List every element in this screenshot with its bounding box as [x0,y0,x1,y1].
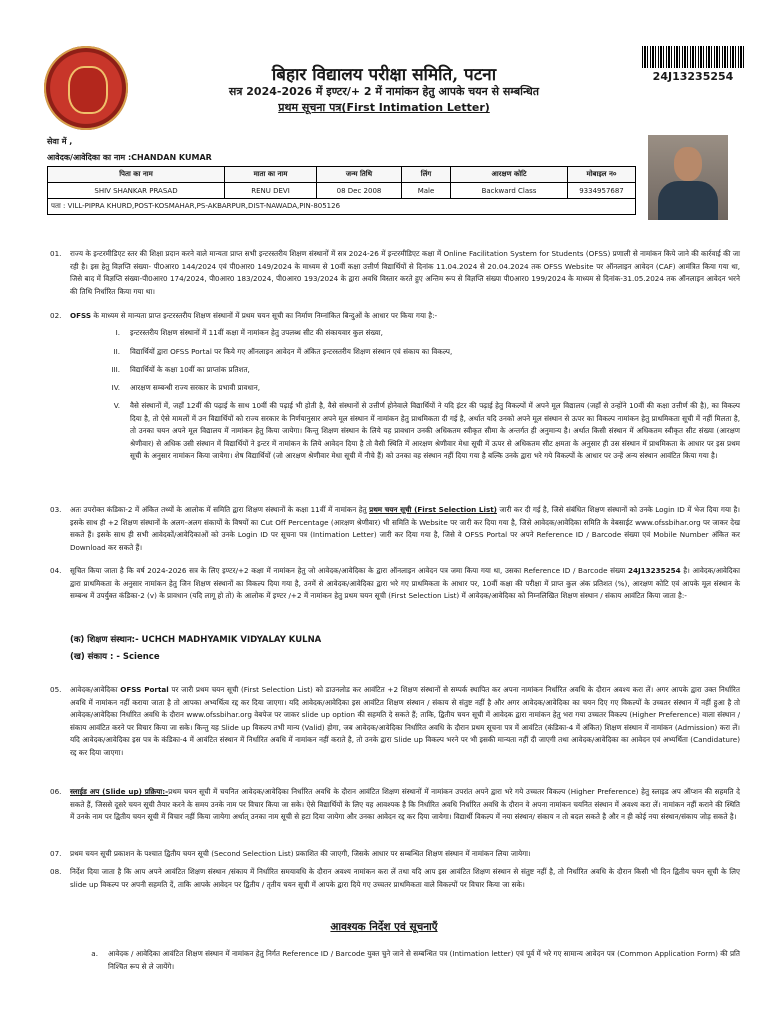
paragraph-03: 03. अतः उपरोक्त कंडिका-2 में अंकित तथ्यों के आलोक में समिति द्वारा शिक्षण संस्थानों के कक्षा 11वीं में नामांकन हेतु प्रथम चयन सूची (First Selection List) जारी कर दी गई है, जिसे संबंधित शिक्षण संस्थानों को उनके Login ID में भेज दिया गया है। इसके साथ ही +2 शिक्षण संस्थानों के अलग-अलग संकायों के विषयों का Cut Off Percentage (आरक्षण श्रेणीवार) भी समिति के Website पर जारी कर दिया गया है, जिसे आवेदक/आवेदिका समिति के वेबसाईट www.ofssbihar.org पर जाकर देख सकते हैं। इसके साथ ही सभी आवेदकों/आवेदिकाओं को उनके Login ID पर सूचना पत्र (Intimation Letter) जारी कर दिया गया है, जिसे वे OFSS Portal पर अपने Reference ID / Barcode संख्या एवं Mobile Number अंकित कर Download कर सकते हैं। [50,505,740,552]
allotted-faculty: (ख) संकाय : - Science [70,652,160,662]
mobile-number: 9334957687 [568,183,636,199]
applicant-photo [648,135,728,220]
instruction-a: a. आवेदक / आवेदिका आवंटित शिक्षण संस्थान में नामांकन हेतु निर्गत Reference ID / Barcode युक्त चुने जाने से सम्बन्धित पत्र (Intimation letter) एवं पूर्व में भरे गए सामान्य आवेदन पत्र (Common Application Form) की प्रति निश्चित रूप से ले जायेंगे। [91,949,740,971]
father-name: SHIV SHANKAR PRASAD [48,183,225,199]
paragraph-06: 06. स्लाईड अप (Slide up) प्रक्रिया:-प्रथम चयन सूची में चयनित आवेदक/आवेदिका निर्धारित अवधि के दौरान आवंटित शिक्षण संस्थानों में नामांकन उपरांत अपने द्वारा भरे गये उच्चतर विकल्प (Higher Preference) हेतु स्लाइड अप ऑप्शन की सहमति दे सकते हैं, जिससे दूसरे चयन सूची तैयार करने के समय उनके नाम पर विचार किया जा सके। ऐसे विद्यार्थियों के लिए यह आवश्यक है कि निर्धारित अवधि निर्धारित अवधि के दौरान वे अपना नामांकन चयनित संस्थान में अवश्य करा लें। नामांकन नहीं कराने की स्थिति में उनके नाम पर द्वितीय चयन सूची में विचार नहीं किया जायेगा अर्थात् उनका नाम सूची से हटा दिया जायेगा और उनका आवेदन रद्द कर दिया जायेगा। विद्यार्थी विकल्प में नया संस्थान/ संकाय न तो बदल सकते है और न ही कोई नया संस्थान/संकाय जोड़ सकते है। [50,787,740,821]
applicant-name: आवेदक/आवेदिका का नाम :CHANDAN KUMAR [47,153,212,162]
letter-title: प्रथम सूचना पत्र(First Intimation Letter) [278,101,490,114]
paragraph-05: 05. आवेदक/आवेदिका OFSS Portal पर जारी प्रथम चयन सूची (First Selection List) को डाउनलोड कर आवंटित +2 शिक्षण संस्थानों से सम्पर्क स्थापित कर अपना नामांकन निर्धारित अवधि के दौरान अवश्य करा लें। अगर आपके द्वारा उक्त निर्धारित अवधि में नामांकन नहीं कराया जाता है तो आपका अभ्यर्थित्व रद्द कर दिया जाएगा। यदि आवेदक/आवेदिका इस आवंटित शिक्षण संस्थान / संकाय से संतुष्ट नहीं है और अगर आवेदक/आवेदिका का चयन दिए गए विकल्पों के उच्चतर संस्थान में नहीं हुआ है तो आवेदक/आवेदिका निर्धारित अवधि के दौरान www.ofssbihar.org वेबपेज पर जाकर slide up option की सहमति दे सकते हैं; ताकि, द्वितीय चयन सूची में आवेदक द्वारा नामांकन हेतु भरा गया उच्चतर विकल्प (Higher Preference) वाला संस्थान /संकाय आवंटित करने पर विचार किया जा सके। किन्तु यह Slide up विकल्प तभी मान्य (Valid) होगा, जब आवेदक/आवेदिका निर्धारित अवधि के दौरान प्रथम सूचना पत्र में आवंटित (कंडिका-4 में अंकित) शिक्षण संस्थान में नामांकन (Admission) करा लें। यदि आवेदक/आवेदिका इस पत्र के कंडिका-4 में आवंटित संस्थान में निर्धारित अवधि में नामांकन नहीं कराते है, तो उनके द्वारा Slide up विकल्प भरने पर भी इसकी मान्यता नहीं दी जाएगी तथा आवेदक/आवेदिका का आवेदन एवं अभ्यर्थिता (Candidature) रद्द कर दिया जाएगा। [50,685,740,757]
instructions-heading: आवश्यक निर्देश एवं सूचनाएँ [330,921,438,933]
barcode-number: 24J13235254 [652,70,734,83]
paragraph-07: 07. प्रथम चयन सूची प्रकाशन के पश्चात द्वितीय चयन सूची (Second Selection List) प्रकाशित की जाएगी, जिसके आधार पर सम्बन्धित शिक्षण संस्थान में नामांकन लिया जायेगा। [50,849,531,858]
address: पता : VILL-PIPRA KHURD,POST-KOSMAHAR,PS-AKBARPUR,DIST-NAWADA,PIN-805126 [48,199,636,215]
list-item: I. इन्टरस्तरीय शिक्षण संस्थानों में 11वीं कक्षा में नामांकन हेतु उपलब्ध सीट की संकायवार कुल संख्या, [115,328,383,337]
barcode-image [642,46,744,68]
header-mobile: मोबाइल न० [568,167,636,183]
list-item: IV. आरक्षण सम्बन्धी राज्य सरकार के प्रभावी प्रावधान, [111,383,261,392]
paragraph-04: 04. सूचित किया जाता है कि वर्ष 2024-2026 सत्र के लिए इण्टर/+2 कक्षा में नामांकन हेतु जो आवेदक/आवेदिका के द्वारा ऑनलाइन आवेदन पत्र जमा किया गया था, उसका Reference ID / Barcode संख्या 24J13235254 है। आवेदक/आवेदिका द्वारा प्राथमिकता के अनुसार नामांकन हेतु जिन शिक्षण संस्थानों का विकल्प दिया गया है, उनमें से आवेदक/आवेदिका द्वारा भरे गए प्राथमिकता के आधार पर, 10वीं कक्षा की परीक्षा में प्राप्त कुल अंक प्रतिशत (%), आरक्षण कोटि एवं आपके मूल संस्थान के सम्बन्ध में उपर्युक्त कंडिका-2 (v) के प्रावधान (यदि लागू हो तो) के आलोक में इण्टर /+2 में नामांकन हेतु प्रथम चयन सूची (First Selection List) में आवेदक/आवेदिका को निम्नलिखित शिक्षण संस्थान / संकाय आवंटित किया जाता है:- [50,566,740,600]
paragraph-02: 02. OFSS के माध्यम से मान्यता प्राप्त इन्टरस्तरीय शिक्षण संस्थानों में प्रथम चयन सूची का निर्माण निम्नांकित बिन्दुओं के आधार पर किया गया है:- [50,311,438,320]
reservation-category: Backward Class [451,183,568,199]
session-subtitle: सत्र 2024-2026 में इण्टर/+ 2 में नामांकन हेतु आपके चयन से सम्बन्धित [228,85,540,98]
applicant-details-table [47,166,636,215]
date-of-birth: 08 Dec 2008 [317,183,402,199]
header-gender: लिंग [402,167,451,183]
paragraph-01: 01. राज्य के इन्टरमीडिएट स्तर की शिक्षा प्रदान करने वाले मान्यता प्राप्त सभी इन्टरस्तरीय शिक्षण संस्थानों में सत्र 2024-26 में इन्टरमीडिएट कक्षा में Online Facilitation System for Students (OFSS) प्रणाली से नामांकन किये जाने की कार्रवाई की जा रही है। इस हेतु विज्ञप्ति संख्या- पी0आर0 144/2024 एवं पी0आर0 149/2024 के माध्यम से 10वीं कक्षा उत्तीर्ण विद्यार्थियों से दिनांक 11.04.2024 से 20.04.2024 तक OFSS Website पर ऑनलाइन आवेदन (CAF) आमंत्रित किया गया था, जिसे बाद में विज्ञप्ति संख्या-पी0आर0 174/2024, पी0आर0 183/2024, पी0आर0 193/2024 के द्वारा अवधि विस्तार करते हुए अन्तिम रूप से विज्ञप्ति संख्या पी0आर0 199/2024 के माध्यम से दिनांक-31.05.2024 तक ऑनलाइन आवेदन भरने की तिथि निर्धारित किया गया था। [50,249,740,296]
salutation: सेवा में , [47,137,73,146]
allotted-institution: (क) शिक्षण संस्थान:- UCHCH MADHYAMIK VIDYALAY KULNA [70,635,322,645]
header-mother-name: माता का नाम [225,167,317,183]
header-father-name: पिता का नाम [48,167,225,183]
list-item: II. विद्यार्थियों द्वारा OFSS Portal पर किये गए ऑनलाइन आवेदन में अंकित इन्टरस्तरीय शिक्षण संस्थान एवं संकाय का विकल्प, [113,347,453,356]
header-dob: जन्म तिथि [317,167,402,183]
header-category: आरक्षण कोटि [451,167,568,183]
paragraph-08: 08. निर्देश दिया जाता है कि आप अपने आवंटित शिक्षण संस्थान /संकाय में निर्धारित समयावधि के दौरान अवश्य नामांकन करा लें तथा यदि आप इस आवंटित शिक्षण संस्थान से संतुष्ट नहीं है, तो निर्धारित अवधि के दौरान किसी भी दिन द्वितीय चयन सूची के लिए slide up विकल्प पर अपनी सहमति दें, ताकि आपके आवेदन पर द्वितीय / तृतीय चयन सूची में आपके द्वारा दिये गए उच्चतर प्राथमिकता वाले विकल्पों पर विचार किया जा सके। [50,867,740,889]
list-item: III. विद्यार्थियों के कक्षा 10वीं का प्राप्तांक प्रतिशत, [111,365,250,374]
list-item: V. वैसे संस्थानों में, जहाँ 12वीं की पढ़ाई के साथ 10वीं की पढ़ाई भी होती है, वैसे संस्थानों से उत्तीर्ण होनेवाले विद्यार्थियों ने यदि इंटर की पढ़ाई हेतु विकल्पों में अपने मूल विद्यालय (जहाँ से उन्होंने 10वीं की कक्षा उत्तीर्ण की है), का विकल्प दिया है, तो ऐसे मामलों में उन विद्यार्थियों को राज्य सरकार के निर्णयानुसार अपने मूल संस्थान में नामांकन हेतु प्राथमिकता दी गई है, अर्थात यदि उनको अपने मूल संस्थान से ऊपर का विकल्प नामांकन हेतु प्राथमिकता सूची में नहीं मिलता है, तो उनका चयन अपने मूल विद्यालय में नामांकन हेतु किया जायेगा। किन्तु शिक्षण संस्थान के लिये यह प्रावधान उनकी अधिकतम स्वीकृत सीमा के अन्तर्गत ही अनुमान्य है। अर्थात किसी संस्थान में अधिकतम स्वीकृत सीट संख्या (आरक्षण श्रेणीवार) से अधिक उसी संस्थान में विद्यार्थियों ने इन्टर में नामांकन के लिये आवेदन दिया है तो वैसी स्थिति में आरक्षण श्रेणीवार मेधा सूची में ऊपर से अधिकतम सीट क्षमता के अनुसार ही उस संस्थान में प्राथमिकता के आधार पर इस प्रथम सूची के अनुसार नामांकन किया जायेगा। शेष विद्यार्थियों (जो आरक्षण श्रेणीवार मेधा सूची में नीचे हैं) को उनका वह संस्थान नहीं दिया गया है बल्कि उनके द्वारा भरे गये विकल्पों के आधार पर उन्हें अन्य संस्थान आवंटित किया गया है। [113,401,740,460]
gender: Male [402,183,451,199]
mother-name: RENU DEVI [225,183,317,199]
board-title: बिहार विद्यालय परीक्षा समिति, पटना [271,65,497,85]
